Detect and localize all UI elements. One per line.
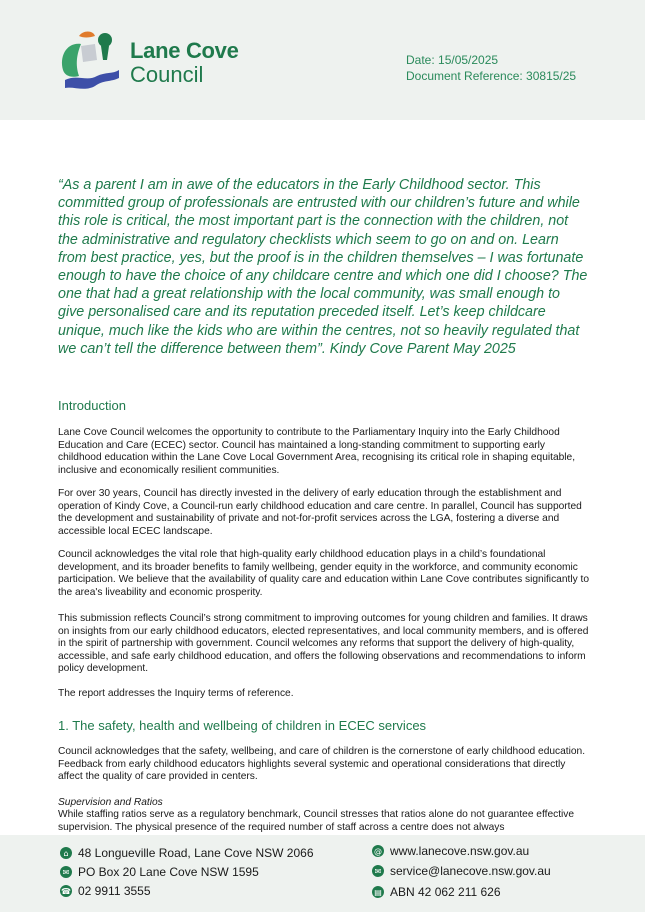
intro-paragraph-2: For over 30 years, Council has directly invested in the delivery of early education through the establishment and operation of Kindy Cove, a Council-run early childhood education and care centre. In parallel, Council has supported the development and sustainability of private and not-for-profit services across the LGA, fostering a diverse and accessible local ECEC landscape. <box>58 488 582 537</box>
section-1-paragraph-1: Council acknowledges that the safety, wellbeing, and care of children is the cornerstone of early childhood education. Feedback from early childhood educators highlights several systemic and operational considerations that directly affect the quality of care provided in centers. <box>58 746 586 783</box>
council-logo <box>57 30 121 92</box>
page-header <box>0 0 645 120</box>
footer-email[interactable] <box>372 864 551 878</box>
council-brand <box>130 40 239 86</box>
footer-abn <box>372 885 501 899</box>
mail-icon: ✉ <box>60 866 72 878</box>
pobox-text: PO Box 20 Lane Cove NSW 1595 <box>78 865 259 879</box>
parent-quote: “As a parent I am in awe of the educators in the Early Childhood sector. This committed group of professionals are entrusted with our children’s future and while this role is critical, the most important part is the connection with the children, not the administrative and regulatory checklists which seem to go on and on. Learn from best practice, yes, but the proof is in the children themselves – I was fortunate enough to have the choice of any childcare centre and which one did I choose? The one that had a great relationship with the local community, was small enough to give personalised care and its reputation preceded itself. Let’s keep childcare unique, much like the kids who are within the centres, not so heavily regulated that we can’t tell the difference between them”. Kindy Cove Parent May 2025 <box>58 177 588 357</box>
website-link[interactable]: www.lanecove.nsw.gov.au <box>390 844 530 858</box>
abn-text: ABN 42 062 211 626 <box>390 885 501 899</box>
brand-line-1: Lane Cove <box>130 38 239 63</box>
page-footer <box>0 835 645 912</box>
document-date: Date: 15/05/2025 <box>406 53 499 67</box>
email-link[interactable]: service@lanecove.nsw.gov.au <box>390 864 551 878</box>
brand-line-2: Council <box>130 62 204 87</box>
footer-pobox <box>60 865 259 879</box>
introduction-heading: Introduction <box>58 398 126 413</box>
at-icon: @ <box>374 846 382 856</box>
footer-phone <box>60 884 151 898</box>
intro-paragraph-5: The report addresses the Inquiry terms of reference. <box>58 688 294 699</box>
section-1-heading: 1. The safety, health and wellbeing of children in ECEC services <box>58 718 427 733</box>
section-1-paragraph-2: While staffing ratios serve as a regulatory benchmark, Council stresses that ratios alone do not guarantee effective supervision. The physical presence of the required number of staff across a centre does not always <box>58 809 575 833</box>
intro-paragraph-4: This submission reflects Council’s strong commitment to improving outcomes for young children and families. It draws on insights from our early childhood educators, elected representatives, and local community members, and is offered in the spirit of partnership with government. Council welcomes any reforms that support the delivery of high-quality, accessible, and safe early childhood education, and offers the following observations and recommendations to inform policy development. <box>58 613 589 675</box>
supervision-subheading: Supervision and Ratios <box>58 797 163 808</box>
phone-text: 02 9911 3555 <box>78 884 151 898</box>
document-reference: Document Reference: 30815/25 <box>406 69 577 83</box>
home-icon: ⌂ <box>60 847 72 859</box>
phone-icon: ☎ <box>61 886 71 896</box>
document-meta <box>406 52 576 84</box>
footer-website[interactable] <box>372 844 529 858</box>
email-icon: ✉ <box>372 865 384 877</box>
abn-icon: ▤ <box>372 886 384 898</box>
address-text: 48 Longueville Road, Lane Cove NSW 2066 <box>78 846 314 860</box>
footer-address <box>60 846 314 860</box>
intro-paragraph-1: Lane Cove Council welcomes the opportunity to contribute to the Parliamentary Inquiry into the Early Childhood Education and Care (ECEC) sector. Council has maintained a long-standing commitment to supporting early childhood education within the Lane Cove Local Government Area, recognising its critical role in shaping equitable, inclusive and economically resilient communities. <box>58 427 576 476</box>
intro-paragraph-3: Council acknowledges the vital role that high-quality early childhood education plays in a child’s foundational development, and its broader benefits to family wellbeing, gender equity in the workforce, and community economic participation. We believe that the availability of quality care and education within Lane Cove contributes significantly to the area's liveability and economic prosperity. <box>58 549 590 598</box>
